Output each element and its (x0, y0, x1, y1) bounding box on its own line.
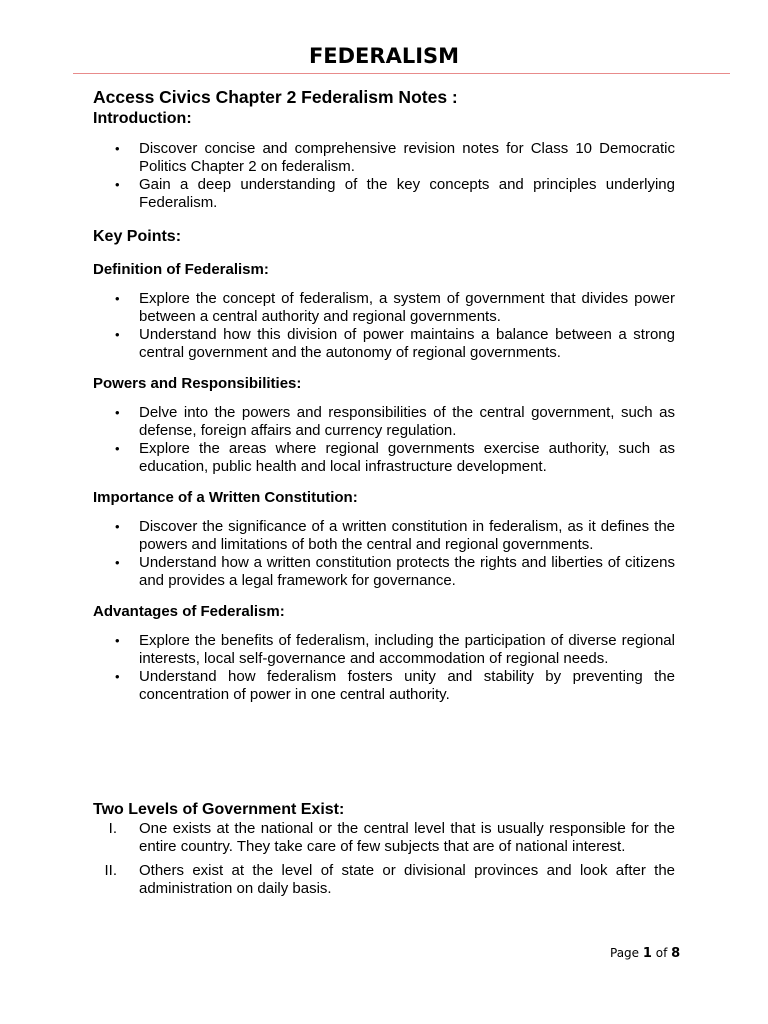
list-item: • Explore the areas where regional governments exercise authority, such as education, public health and local infrastructure development. (93, 440, 675, 476)
section-heading-definition: Definition of Federalism: (93, 261, 269, 278)
definition-list (93, 290, 675, 362)
list-text: One exists at the national or the central level that is usually responsible for the entire country. They take care of few subjects that are of national interest. (139, 820, 675, 855)
list-number: I. (108, 820, 117, 837)
section-heading-constitution: Importance of a Written Constitution: (93, 489, 358, 506)
list-item: • Understand how federalism fosters unity and stability by preventing the concentration of power in one central authority. (93, 668, 675, 704)
document-body (93, 86, 675, 704)
document-title: FEDERALISM (308, 44, 460, 68)
list-item (93, 862, 675, 898)
introduction-list (93, 140, 675, 212)
list-item: • Discover the significance of a written constitution in federalism, as it defines the powers and limitations of both the central and regional governments. (93, 518, 675, 554)
title-underline (73, 73, 730, 74)
page-number (610, 946, 680, 961)
of-label: of (655, 946, 668, 960)
list-item: • Discover concise and comprehensive revision notes for Class 10 Democratic Politics Chapter 2 on federalism. (93, 140, 675, 176)
current-page: 1 (642, 946, 652, 961)
levels-section (93, 800, 675, 898)
introduction-heading: Introduction: (93, 110, 192, 127)
list-item (93, 820, 675, 856)
list-item: • Delve into the powers and responsibilities of the central government, such as defense, foreign affairs and currency regulation. (93, 404, 675, 440)
levels-heading: Two Levels of Government Exist: (93, 801, 345, 818)
powers-list (93, 404, 675, 476)
total-pages: 8 (671, 946, 681, 961)
advantages-list (93, 632, 675, 704)
list-item: • Understand how this division of power maintains a balance between a strong central government and the autonomy of regional governments. (93, 326, 675, 362)
constitution-list (93, 518, 675, 590)
section-heading-powers: Powers and Responsibilities: (93, 375, 302, 392)
list-text: Others exist at the level of state or divisional provinces and look after the administration on daily basis. (139, 862, 675, 897)
list-number: II. (104, 862, 117, 879)
levels-list (93, 820, 675, 898)
page-label: Page (610, 946, 640, 960)
list-item: • Gain a deep understanding of the key concepts and principles underlying Federalism. (93, 176, 675, 212)
list-item: • Understand how a written constitution protects the rights and liberties of citizens and provides a legal framework for governance. (93, 554, 675, 590)
key-points-heading: Key Points: (93, 228, 182, 245)
list-item: • Explore the benefits of federalism, including the participation of diverse regional interests, local self-governance and accommodation of regional needs. (93, 632, 675, 668)
section-heading-advantages: Advantages of Federalism: (93, 603, 285, 620)
list-item: • Explore the concept of federalism, a system of government that divides power between a central authority and regional governments. (93, 290, 675, 326)
notes-heading: Access Civics Chapter 2 Federalism Notes : (93, 87, 458, 107)
